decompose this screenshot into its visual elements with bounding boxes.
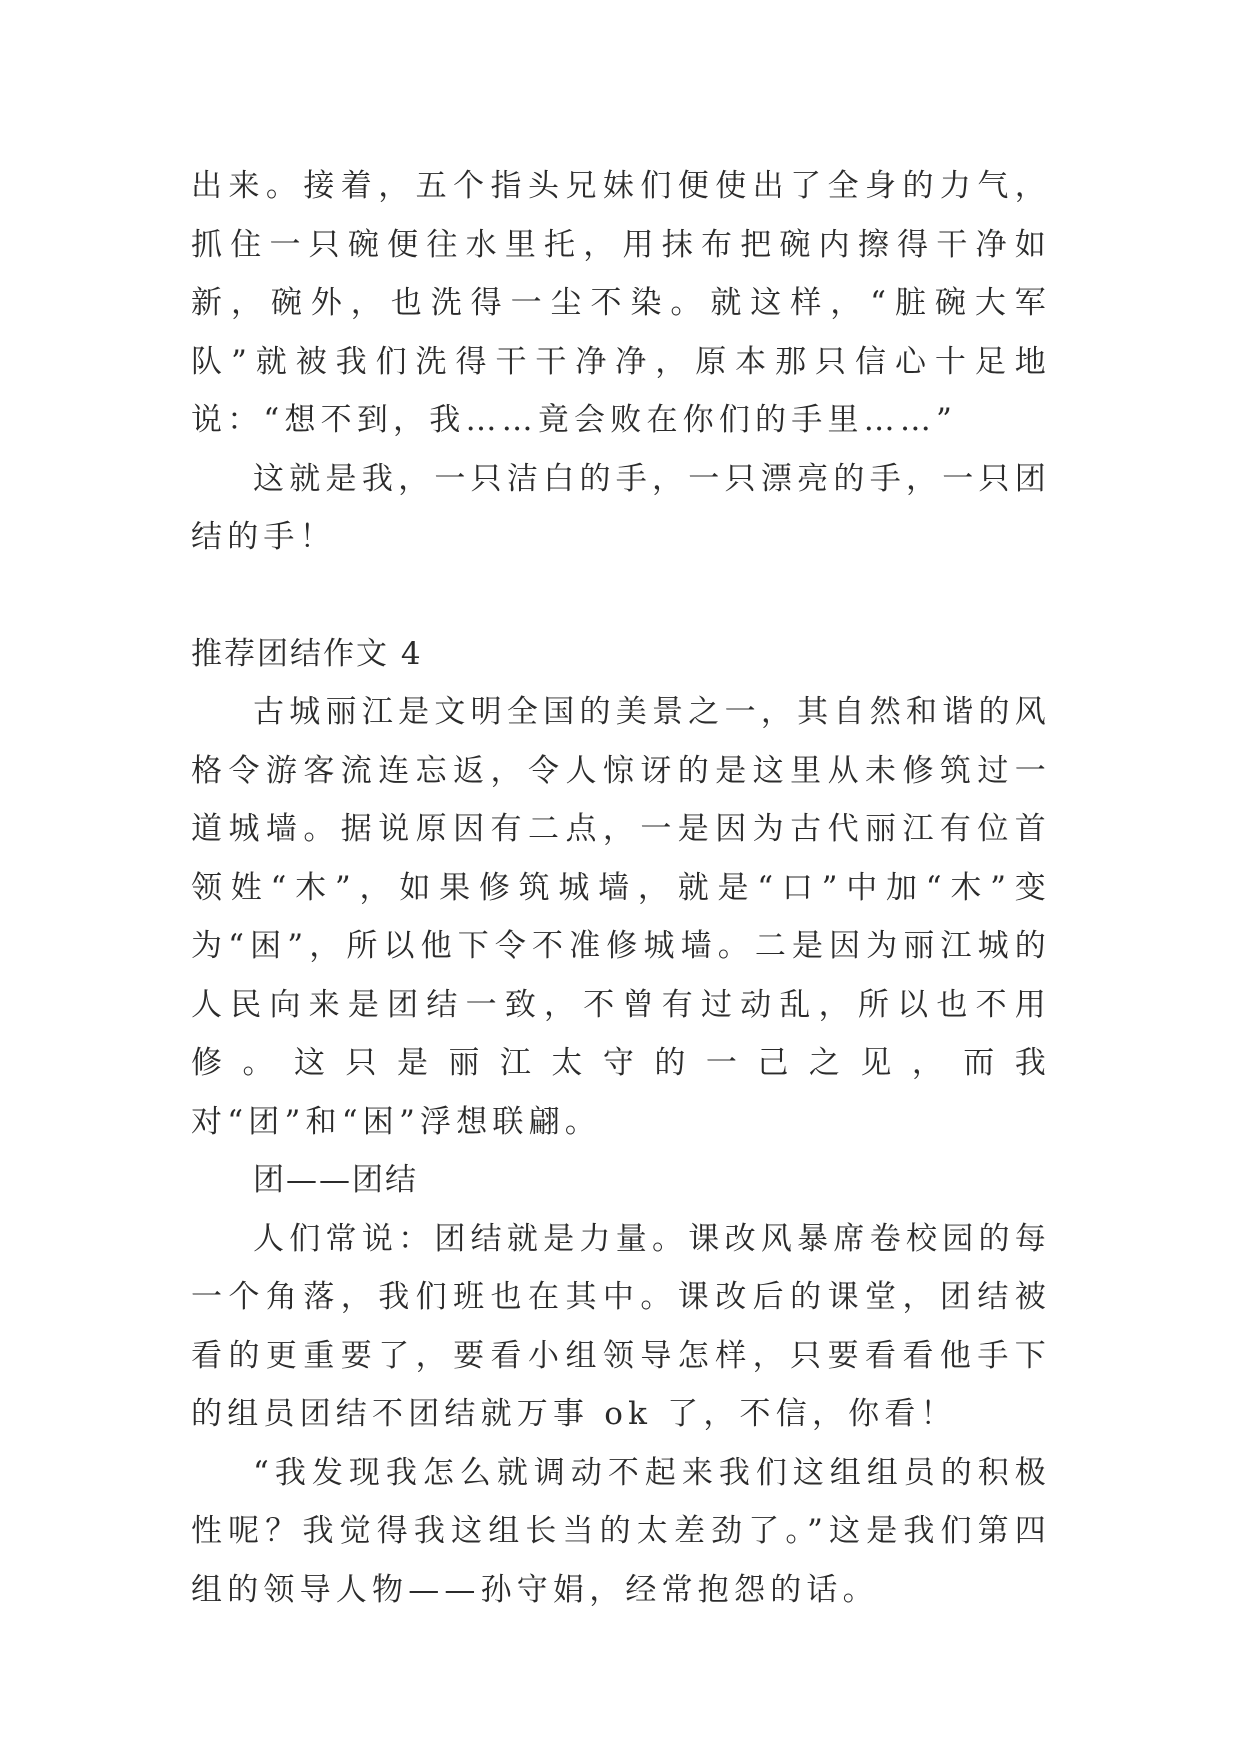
paragraph-conclusion: 这就是我，一只洁白的手，一只漂亮的手，一只团结的手！ [191, 460, 1051, 555]
paragraph-lijiang: 古城丽江是文明全国的美景之一，其自然和谐的风格令游客流连忘返，令人惊讶的是这里从未修筑过一道城墙。据说原因有二点，一是因为古代丽江有位首领姓“木”，如果修筑城墙，就是“口”中加“木”变为“困”，所以他下令不准修城墙。二是因为丽江城的人民向来是团结一致，不曾有过动乱，所以也不用修。这只是丽江太守的一己之见，而我对“团”和“困”浮想联翩。 [191, 694, 1051, 1140]
subheading: 团——团结 [253, 1162, 418, 1198]
section-title: 推荐团结作文 4 [191, 635, 423, 672]
paragraph-unity: 人们常说：团结就是力量。课改风暴席卷校园的每一个角落，我们班也在其中。课改后的课堂，团结被看的更重要了，要看小组领导怎样，只要看看他手下的组员团结不团结就万事 ok 了，不信，你看！ [191, 1220, 1051, 1432]
paragraph-continued: 出来。接着，五个指头兄妹们便使出了全身的力气，抓住一只碗便往水里托，用抹布把碗内擦得干净如新，碗外，也洗得一尘不染。就这样，“脏碗大军队”就被我们洗得干干净净，原本那只信心十足地说：“想不到，我……竟会败在你们的手里……” [191, 168, 1051, 438]
document-body [191, 157, 1051, 1619]
paragraph-quote: “我发现我怎么就调动不起来我们这组组员的积极性呢？我觉得我这组长当的太差劲了。”这是我们第四组的领导人物——孙守娟，经常抱怨的话。 [191, 1454, 1051, 1608]
